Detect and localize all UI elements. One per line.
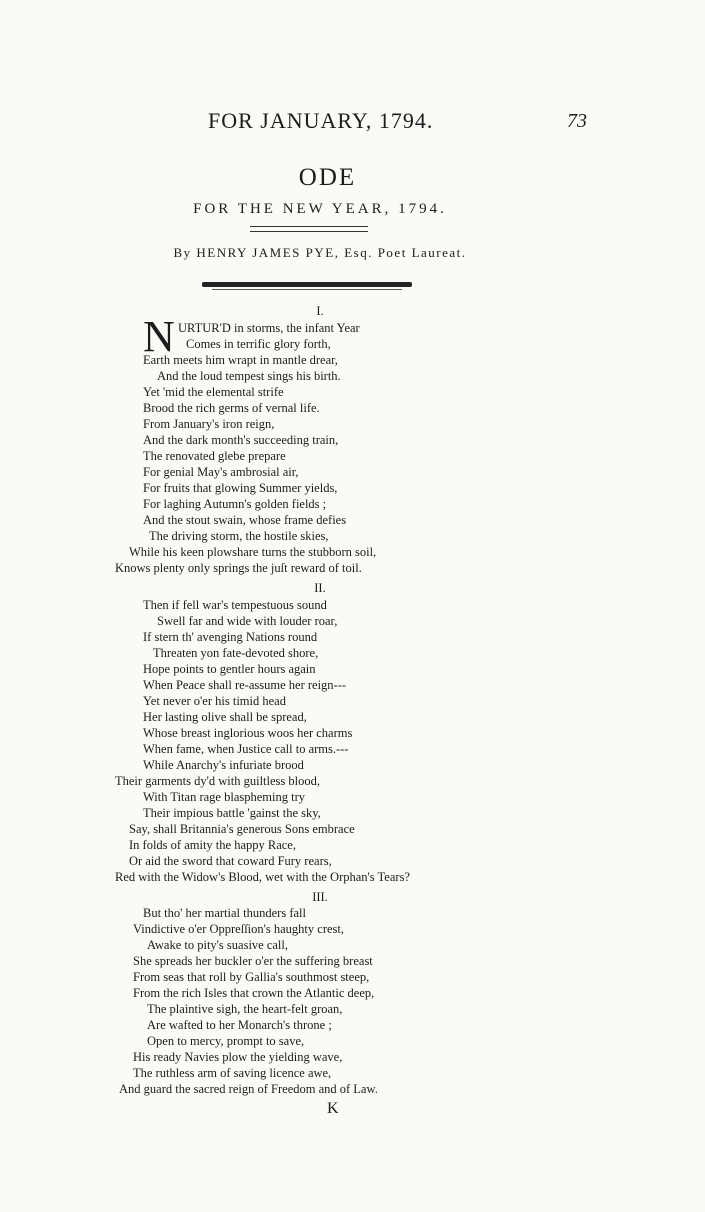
poem-line: Yet never o'er his timid head xyxy=(143,694,286,708)
catchword: K xyxy=(327,1100,339,1117)
poem-line: Awake to pity's suasive call, xyxy=(147,938,289,952)
poem-line: Their garments dy'd with guiltless blood, xyxy=(115,774,321,788)
poem-line: Open to mercy, prompt to save, xyxy=(147,1034,305,1048)
poem-line: Knows plenty only springs the juſt reward of toil. xyxy=(115,561,362,575)
poem-line: His ready Navies plow the yielding wave, xyxy=(133,1050,343,1064)
poem-line: And the loud tempest sings his birth. xyxy=(157,369,341,383)
poem-line: Swell far and wide with louder roar, xyxy=(157,614,338,628)
poem-line: Her lasting olive shall be spread, xyxy=(143,710,307,724)
poem-line: From the rich Isles that crown the Atlantic deep, xyxy=(133,986,375,1000)
poem-line: And guard the sacred reign of Freedom and of Law. xyxy=(119,1082,378,1096)
running-title: FOR JANUARY, 1794. xyxy=(208,108,434,133)
poem-line: In folds of amity the happy Race, xyxy=(129,838,296,852)
poem-line: Vindictive o'er Oppreſſion's haughty crest, xyxy=(133,922,344,936)
poem-line: But tho' her martial thunders fall xyxy=(143,906,306,920)
poem-line: From January's iron reign, xyxy=(143,417,275,431)
poem-line: For laghing Autumn's golden fields ; xyxy=(143,497,327,511)
poem-line: Say, shall Britannia's generous Sons embrace xyxy=(129,822,355,836)
poem-line: For fruits that glowing Summer yields, xyxy=(143,481,338,495)
poem-line: Or aid the sword that coward Fury rears, xyxy=(129,854,332,868)
page-number: 73 xyxy=(567,110,587,132)
poem-line: Whose breast inglorious woos her charms xyxy=(143,726,353,740)
poem-line: Red with the Widow's Blood, wet with the Orphan's Tears? xyxy=(115,870,410,884)
stanza-number-1: I. xyxy=(316,304,324,318)
ode-subtitle: FOR THE NEW YEAR, 1794. xyxy=(193,201,447,217)
poem-line: Brood the rich germs of vernal life. xyxy=(143,401,320,415)
stanza-number-3: III. xyxy=(312,890,328,904)
poem-line: Earth meets him wrapt in mantle drear, xyxy=(143,353,338,367)
poem-line: From seas that roll by Gallia's southmost steep, xyxy=(133,970,370,984)
double-rule xyxy=(250,226,368,232)
ornamental-rule xyxy=(202,282,412,287)
poem-line: While Anarchy's infuriate brood xyxy=(143,758,304,772)
poem-line: She spreads her buckler o'er the suffering breast xyxy=(133,954,373,968)
stanza-number-2: II. xyxy=(314,581,326,595)
poem-line: When Peace shall re-assume her reign--- xyxy=(143,678,347,692)
poem-line: URTUR'D in storms, the infant Year xyxy=(178,321,360,335)
poem-line: Their impious battle 'gainst the sky, xyxy=(143,806,321,820)
poem-line: With Titan rage blaspheming try xyxy=(143,790,305,804)
poem-line: The renovated glebe prepare xyxy=(143,449,286,463)
poem-line: Are wafted to her Monarch's throne ; xyxy=(147,1018,332,1032)
poem-line: Hope points to gentler hours again xyxy=(143,662,316,676)
ode-title: ODE xyxy=(298,164,357,191)
poem-line: Threaten yon fate-devoted shore, xyxy=(153,646,319,660)
poem-line: Comes in terrific glory forth, xyxy=(186,337,331,351)
poem-line: Yet 'mid the elemental strife xyxy=(143,385,284,399)
poem-line: And the stout swain, whose frame defies xyxy=(143,513,347,527)
drop-capital: N xyxy=(143,312,175,361)
poem-line: When fame, when Justice call to arms.--- xyxy=(143,742,349,756)
ornamental-rule-underline xyxy=(212,289,402,290)
poem-line: The plaintive sigh, the heart-felt groan, xyxy=(147,1002,343,1016)
poem-line: For genial May's ambrosial air, xyxy=(143,465,299,479)
byline: By HENRY JAMES PYE, Esq. Poet Laureat. xyxy=(173,245,467,260)
poem-line: The driving storm, the hostile skies, xyxy=(149,529,329,543)
poem-line: While his keen plowshare turns the stubborn soil, xyxy=(129,545,377,559)
poem-line: If stern th' avenging Nations round xyxy=(143,630,318,644)
page-header xyxy=(0,108,705,138)
poem-line: The ruthless arm of saving licence awe, xyxy=(133,1066,332,1080)
poem-line: Then if fell war's tempestuous sound xyxy=(143,598,327,612)
poem-line: And the dark month's succeeding train, xyxy=(143,433,339,447)
